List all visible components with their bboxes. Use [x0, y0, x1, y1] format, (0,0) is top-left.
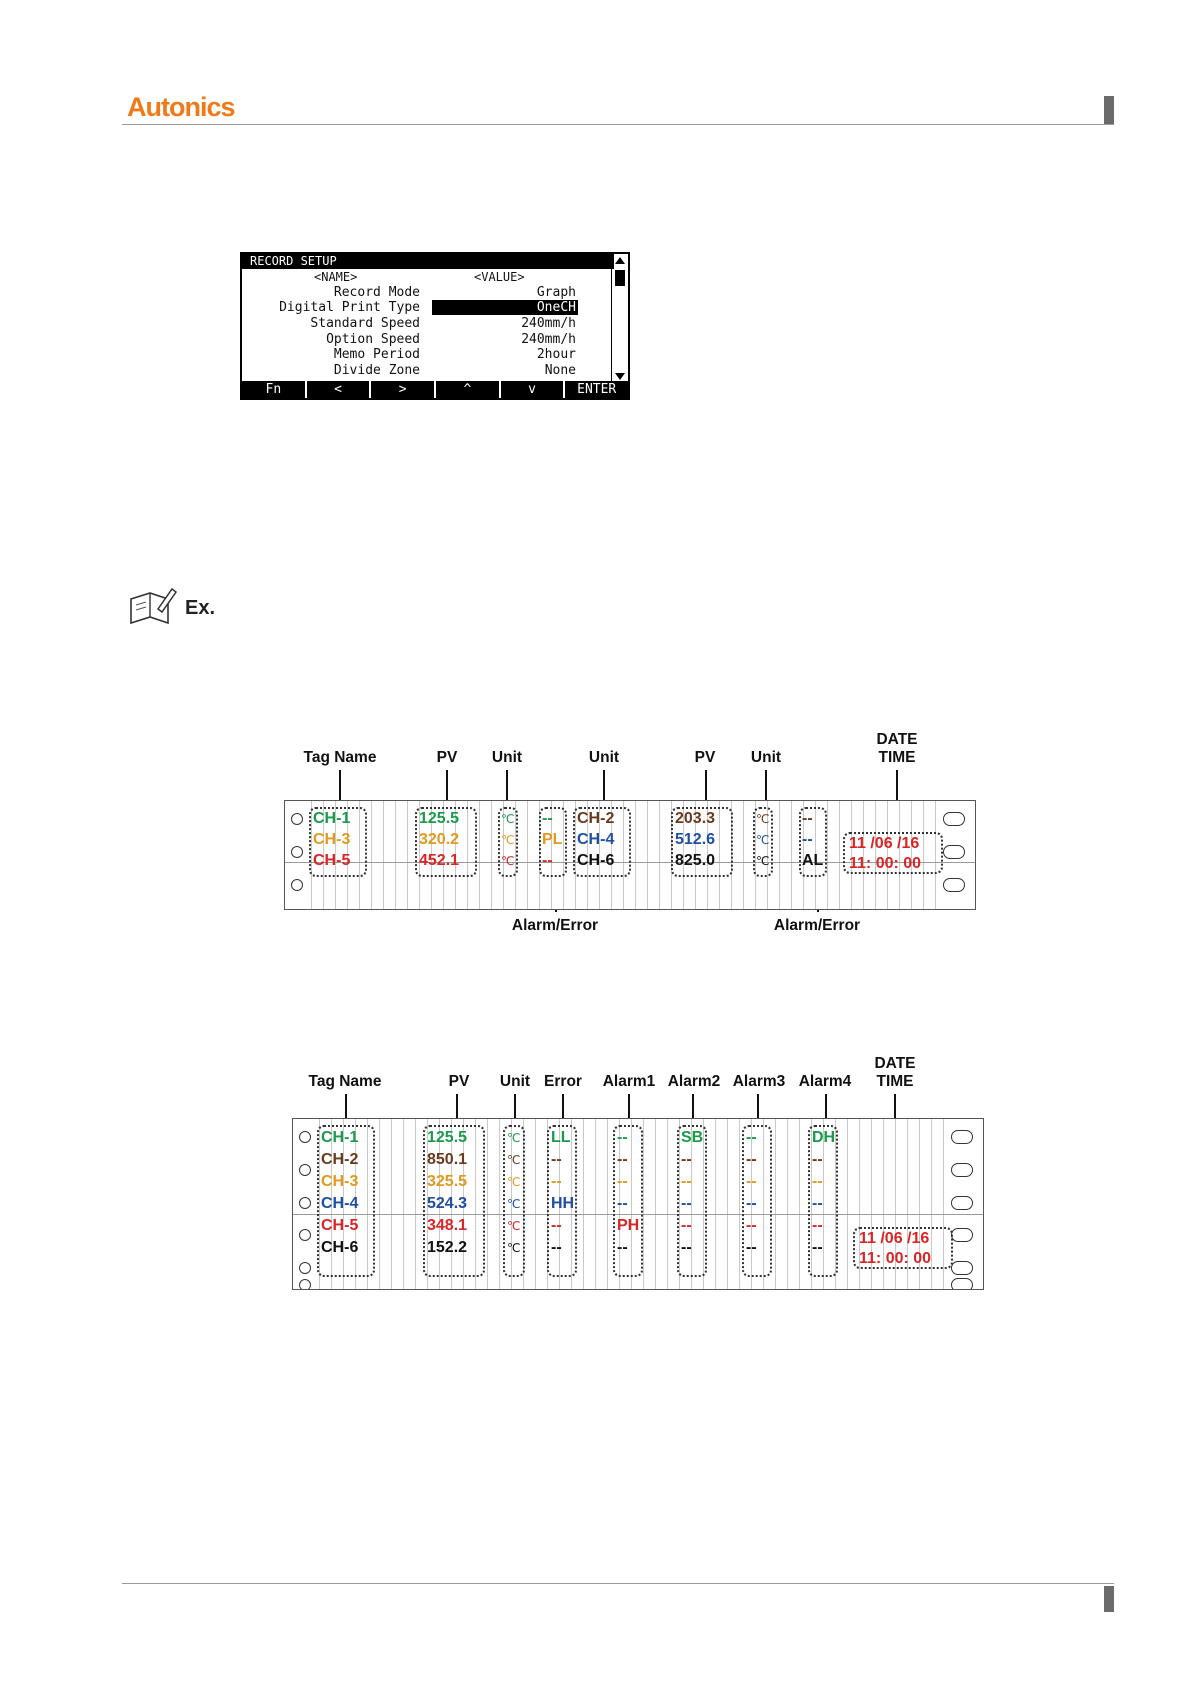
tag-name-cell: CH-2 [577, 810, 615, 827]
lcd-row-name: Standard Speed [310, 316, 420, 331]
label-pv: PV [448, 1073, 470, 1090]
label-alarm1: Alarm1 [602, 1073, 656, 1090]
lcd-name-header: <NAME> [314, 270, 358, 284]
lcd-function-keys [242, 381, 628, 398]
autonics-logo: Autonics [127, 92, 235, 122]
unit-cell: ℃ [501, 854, 515, 868]
label-alarm-error: Alarm/Error [511, 917, 599, 934]
alarm2-cell: -- [681, 1195, 692, 1212]
footer-tab [1104, 1586, 1114, 1612]
alarm2-cell: SB [681, 1129, 704, 1146]
alarm2-cell: -- [681, 1239, 692, 1256]
grid-line [383, 801, 384, 909]
pv-cell: 850.1 [427, 1151, 468, 1168]
header-tab [1104, 96, 1114, 124]
alarm2-cell: -- [681, 1151, 692, 1168]
sprocket-hole [299, 1131, 311, 1143]
up-key[interactable]: ^ [434, 381, 499, 398]
lcd-row-name: Option Speed [326, 332, 420, 347]
lcd-row-value[interactable]: None [544, 363, 576, 378]
scroll-thumb [615, 270, 625, 286]
label-error: Error [544, 1073, 582, 1090]
lcd-row-value[interactable]: Graph [536, 285, 576, 300]
grid-line [643, 1119, 644, 1289]
alarm1-cell: PH [617, 1217, 640, 1234]
alarm4-cell: -- [812, 1195, 823, 1212]
tag-name-cell: CH-1 [313, 810, 351, 827]
pv-cell: 203.3 [675, 810, 716, 827]
sprocket-hole [299, 1229, 311, 1241]
pv-cell: 825.0 [675, 852, 716, 869]
label-alarm3: Alarm3 [732, 1073, 786, 1090]
alarm1-cell: -- [617, 1173, 628, 1190]
pv-cell: 512.6 [675, 831, 716, 848]
down-key[interactable]: v [499, 381, 564, 398]
lcd-row-name: Divide Zone [333, 363, 420, 378]
record-setup-lcd [240, 252, 630, 400]
label-tag-name: Tag Name [308, 1073, 382, 1090]
pv-cell: 325.5 [427, 1173, 468, 1190]
label-date: DATE [876, 731, 918, 748]
alarm4-cell: -- [812, 1151, 823, 1168]
notebook-pencil-icon [128, 585, 178, 627]
unit-cell: ℃ [501, 833, 515, 847]
unit-cell: ℃ [756, 854, 770, 868]
grid-line [827, 801, 828, 909]
grid-line [659, 801, 660, 909]
grid-line [527, 801, 528, 909]
alarm3-cell: -- [746, 1217, 757, 1234]
grid-line [499, 1119, 500, 1289]
label-unit: Unit [750, 749, 782, 766]
tag-name-cell: CH-6 [321, 1239, 359, 1256]
lcd-row-name: Digital Print Type [279, 300, 420, 315]
alarm-cell: -- [802, 831, 813, 848]
sprocket-slot [951, 1130, 973, 1144]
grid-line [535, 1119, 536, 1289]
grid-line [715, 1119, 716, 1289]
pv-cell: 452.1 [419, 852, 460, 869]
alarm-cell: AL [802, 852, 824, 869]
date-text: 11 /06 /16 [849, 835, 920, 852]
error-cell: HH [551, 1195, 575, 1212]
sprocket-hole [291, 846, 303, 858]
alarm4-cell: -- [812, 1239, 823, 1256]
grid-line [371, 801, 372, 909]
alarm4-cell: DH [812, 1129, 836, 1146]
grid-line [479, 801, 480, 909]
grid-line [395, 801, 396, 909]
grid-line [487, 1119, 488, 1289]
unit-cell: ℃ [507, 1197, 521, 1211]
alarm4-cell: -- [812, 1173, 823, 1190]
error-cell: -- [551, 1239, 562, 1256]
sprocket-hole [299, 1197, 311, 1209]
grid-line [407, 801, 408, 909]
sprocket-slot [951, 1278, 973, 1290]
grid-line [743, 801, 744, 909]
sprocket-slot [943, 812, 965, 826]
pv-cell: 524.3 [427, 1195, 468, 1212]
alarm1-cell: -- [617, 1195, 628, 1212]
sprocket-slot [951, 1196, 973, 1210]
unit-cell: ℃ [507, 1241, 521, 1255]
grid-line [791, 801, 792, 909]
alarm1-cell: -- [617, 1151, 628, 1168]
tag-name-cell: CH-1 [321, 1129, 359, 1146]
tag-name-cell: CH-3 [321, 1173, 359, 1190]
lcd-row-name: Record Mode [333, 285, 420, 300]
label-unit: Unit [588, 749, 620, 766]
alarm3-cell: -- [746, 1195, 757, 1212]
alarm-cell: -- [802, 810, 813, 827]
lcd-row-value[interactable]: 240mm/h [521, 316, 576, 331]
tag-name-cell: CH-5 [321, 1217, 359, 1234]
tag-name-cell: CH-3 [313, 831, 351, 848]
tag-name-cell: CH-4 [321, 1195, 359, 1212]
grid-line [403, 1119, 404, 1289]
alarm1-cell: -- [617, 1129, 628, 1146]
lcd-row-name: Memo Period [333, 347, 420, 362]
time-text: 11: 00: 00 [859, 1250, 932, 1267]
grid-line [655, 1119, 656, 1289]
alarm-cell: -- [542, 852, 553, 869]
error-cell: -- [551, 1173, 562, 1190]
unit-cell: ℃ [507, 1153, 521, 1167]
lcd-row-value-selected[interactable]: OneCH [432, 300, 578, 315]
tag-name-cell: CH-6 [577, 852, 615, 869]
grid-line [787, 1119, 788, 1289]
paper-strip [292, 1118, 984, 1290]
label-pv: PV [436, 749, 458, 766]
grid-line [647, 801, 648, 909]
alarm2-cell: -- [681, 1217, 692, 1234]
pv-cell: 125.5 [427, 1129, 468, 1146]
error-cell: -- [551, 1217, 562, 1234]
grid-line [415, 1119, 416, 1289]
lcd-title: RECORD SETUP [242, 254, 614, 269]
triangle-up-icon [615, 257, 625, 264]
sprocket-hole [291, 879, 303, 891]
alarm3-cell: -- [746, 1239, 757, 1256]
grid-line [607, 1119, 608, 1289]
sprocket-hole [299, 1164, 311, 1176]
alarm-cell: PL [542, 831, 563, 848]
grid-line [379, 1119, 380, 1289]
alarm4-cell: -- [812, 1217, 823, 1234]
right-key[interactable]: > [369, 381, 434, 398]
grid-line [847, 1119, 848, 1289]
unit-cell: ℃ [507, 1131, 521, 1145]
label-alarm-error: Alarm/Error [773, 917, 861, 934]
sprocket-hole [291, 813, 303, 825]
label-pv: PV [694, 749, 716, 766]
label-alarm2: Alarm2 [667, 1073, 721, 1090]
paper-strip [284, 800, 976, 910]
date-text: 11 /06 /16 [859, 1230, 930, 1247]
sprocket-slot [943, 845, 965, 859]
pv-cell: 125.5 [419, 810, 460, 827]
unit-cell: ℃ [507, 1175, 521, 1189]
label-alarm4: Alarm4 [798, 1073, 852, 1090]
grid-line [739, 1119, 740, 1289]
label-tag-name: Tag Name [303, 749, 377, 766]
grid-line [839, 801, 840, 909]
left-key[interactable]: < [305, 381, 370, 398]
alarm1-cell: -- [617, 1239, 628, 1256]
grid-line [779, 801, 780, 909]
grid-line [775, 1119, 776, 1289]
pv-cell: 348.1 [427, 1217, 468, 1234]
unit-cell: ℃ [756, 833, 770, 847]
lcd-scrollbar[interactable] [611, 254, 628, 382]
fn-key[interactable]: Fn [265, 382, 282, 397]
lcd-row-value[interactable]: 2hour [536, 347, 576, 362]
label-unit: Unit [491, 749, 523, 766]
sprocket-slot [951, 1261, 973, 1275]
unit-cell: ℃ [507, 1219, 521, 1233]
label-time: TIME [878, 749, 916, 766]
lcd-value-header: <VALUE> [474, 270, 525, 284]
alarm2-cell: -- [681, 1173, 692, 1190]
grid-line [799, 1119, 800, 1289]
grid-line [391, 1119, 392, 1289]
sprocket-hole [299, 1262, 311, 1274]
grid-line [491, 801, 492, 909]
label-time: TIME [876, 1073, 914, 1090]
label-date: DATE [874, 1055, 916, 1072]
sprocket-slot [951, 1228, 973, 1242]
grid-line [595, 1119, 596, 1289]
label-unit: Unit [499, 1073, 531, 1090]
sprocket-slot [951, 1163, 973, 1177]
error-cell: -- [551, 1151, 562, 1168]
header-rule [122, 124, 1114, 125]
alarm-cell: -- [542, 810, 553, 827]
enter-key[interactable]: ENTER [563, 381, 628, 398]
error-cell: LL [551, 1129, 571, 1146]
lcd-row-value[interactable]: 240mm/h [521, 332, 576, 347]
example-label: Ex. [185, 597, 216, 619]
sprocket-slot [943, 878, 965, 892]
footer-rule [122, 1583, 1114, 1584]
sprocket-hole [299, 1279, 311, 1290]
unit-cell: ℃ [756, 812, 770, 826]
alarm3-cell: -- [746, 1129, 757, 1146]
pv-cell: 152.2 [427, 1239, 468, 1256]
triangle-down-icon [615, 373, 625, 380]
grid-line [667, 1119, 668, 1289]
pv-cell: 320.2 [419, 831, 460, 848]
alarm3-cell: -- [746, 1151, 757, 1168]
grid-line [583, 1119, 584, 1289]
tag-name-cell: CH-2 [321, 1151, 359, 1168]
time-text: 11: 00: 00 [849, 855, 922, 872]
tag-name-cell: CH-5 [313, 852, 351, 869]
grid-line [727, 1119, 728, 1289]
unit-cell: ℃ [501, 812, 515, 826]
alarm3-cell: -- [746, 1173, 757, 1190]
grid-line [635, 801, 636, 909]
tag-name-cell: CH-4 [577, 831, 615, 848]
